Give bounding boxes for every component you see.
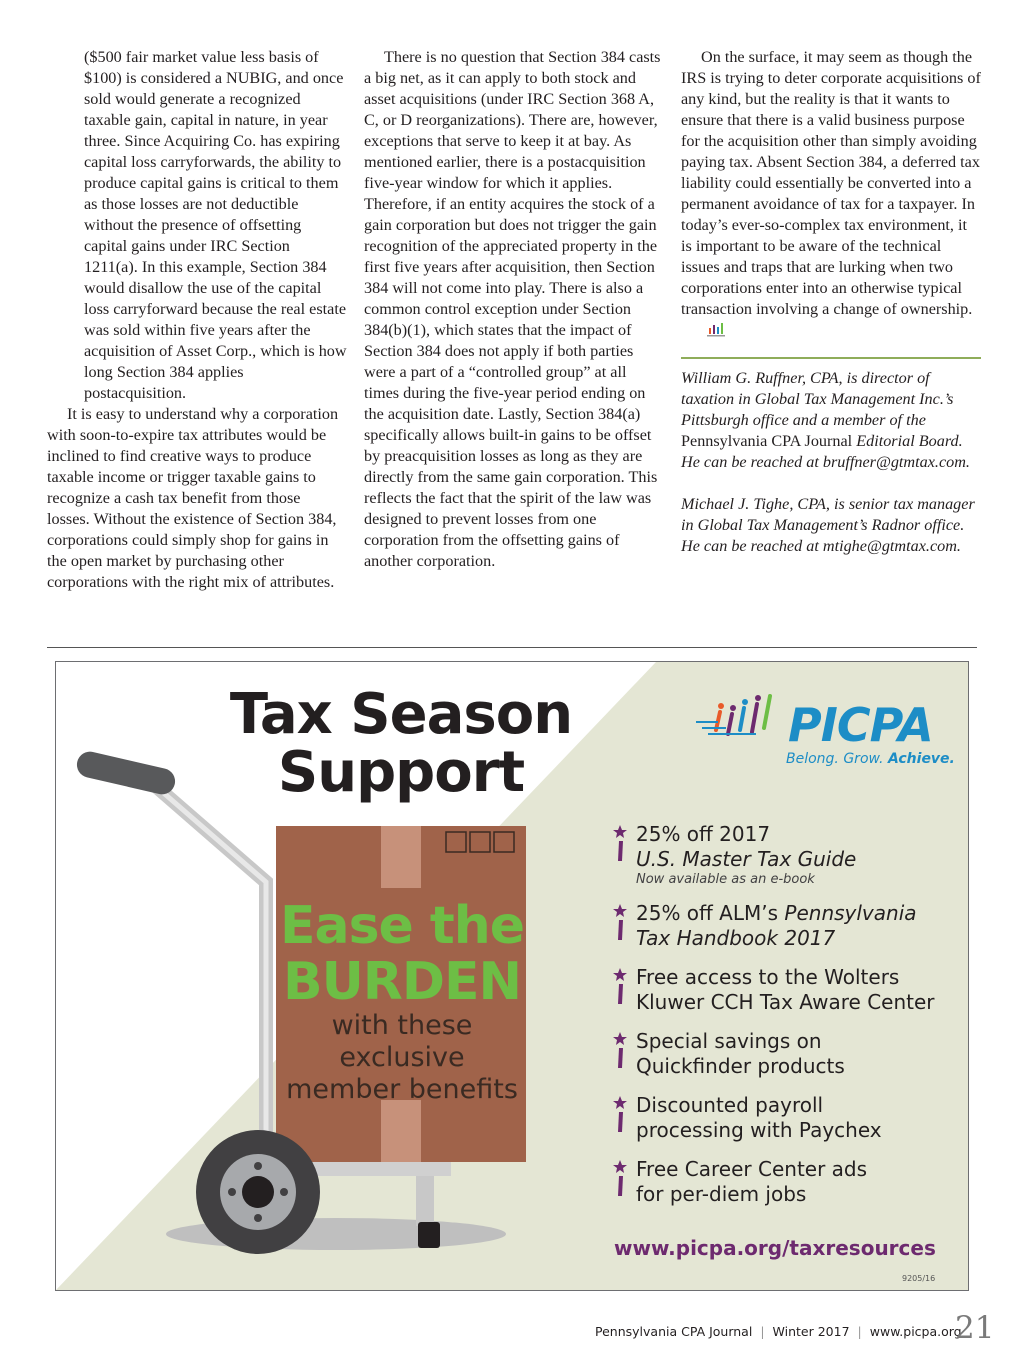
author-bio: Michael J. Tighe, CPA, is senior tax manager in Global Tax Management’s Radnor office. He can be reached at mtighe@gtmtax.com.: [681, 495, 975, 555]
author-bio: William G. Ruffner, CPA, is director of taxation in Global Tax Management Inc.’s Pittsburgh office and a member of the Pennsylvania CPA Journal Editorial Board. He can be reached at bruffner@gtmtax.com.: [681, 369, 970, 471]
logo-tagline: Belong. Grow. Achieve.: [786, 751, 955, 767]
star-person-icon: [613, 1032, 627, 1068]
divider: [47, 647, 977, 648]
list-item: Discounted payroll processing with Paychex: [613, 1093, 953, 1143]
list-item: 25% off ALM’s Pennsylvania Tax Handbook 2017: [613, 901, 953, 951]
ad-url-link[interactable]: www.picpa.org/taxresources: [614, 1236, 936, 1260]
paragraph: ($500 fair market value less basis of $100) is considered a NUBIG, and once sold would generate a recognized taxable gain, capital in nature, in year three. Since Acquiring Co. has expiring capital loss carryforwards, the ability to produce capital gains is critical to them as those losses are not deductible without the presence of offsetting capital gains under IRC Section 1211(a). In this example, Section 384 would disallow the use of the capital loss carryforward because the real estate was sold within five years after the acquisition of Asset Corp., which is how long Section 384 applies postacquisition.: [84, 48, 347, 402]
journal-name: Pennsylvania CPA Journal: [595, 1324, 753, 1339]
paragraph: On the surface, it may seem as though the IRS is trying to deter corporate acquisitions of any kind, but the reality is that it wants to ensure that there is a valid business purpose for the acquisition other than simply avoiding paying tax. Absent Section 384, a deferred tax liability could essentially be converted into a permanent avoidance of tax for a taxpayer. In today’s ever-so-complex tax environment, it is important to be aware of the technical issues and traps that are lurking when two corporations enter into an otherwise typical transaction involving a change of ownership.: [681, 48, 981, 318]
star-person-icon: [613, 1160, 627, 1196]
list-item: Special savings on Quickfinder products: [613, 1029, 953, 1079]
picpa-advertisement: [55, 661, 969, 1291]
page-footer: Pennsylvania CPA Journal | Winter 2017 | www.picpa.org: [595, 1324, 962, 1339]
author-bios: [681, 368, 981, 557]
page-number: 21: [955, 1310, 995, 1346]
list-item: 25% off 2017 U.S. Master Tax Guide Now available as an e-book: [613, 822, 953, 887]
ad-code: 9205/16: [902, 1274, 936, 1283]
star-person-icon: [613, 904, 627, 940]
paragraph: There is no question that Section 384 casts a big net, as it can apply to both stock and asset acquisitions (under IRC Section 368 A, C, or D reorganizations). There are, however, exceptions that serve to keep it at bay. As mentioned earlier, there is a postacquisition five-year window for which it applies. Therefore, if an entity acquires the stock of a gain corporation but does not trigger the gain recognition of the appreciated property in the first five years after acquisition, then Section 384 will not come into play. There is also a common control exception under Section 384(b)(1), which states that the impact of Section 384 does not apply if both parties were a part of a “controlled group” at all times during the five-year period ending on the acquisition date. Lastly, Section 384(a) specifically allows built-in gains to be offset by preacquisition losses as long as they are directly from the same gain corporation. This reflects the fact that the spirit of the law was designed to prevent losses from one corporation from the offsetting gains of another corporation.: [364, 48, 661, 570]
benefits-list: [613, 822, 953, 1221]
star-person-icon: [613, 1096, 627, 1132]
article-column-3: [681, 47, 981, 578]
site-link[interactable]: www.picpa.org: [869, 1324, 962, 1339]
star-person-icon: [613, 825, 627, 861]
article-column-2: [364, 47, 662, 572]
article-column-1: [47, 47, 347, 593]
divider: [681, 357, 981, 359]
paragraph: It is easy to understand why a corporation with soon-to-expire tax attributes would be inclined to find creative ways to produce taxable income or trigger taxable gains to recognize a cash tax benefit from those losses. Without the existence of Section 384, corporations could simply shop for gains in the open market by purchasing other corporations with the right mix of attributes.: [47, 405, 339, 591]
box-headline: Ease the BURDEN with these exclusive member benefits: [279, 896, 525, 1105]
issue-label: Winter 2017: [772, 1324, 850, 1339]
picpa-logo-icon: [696, 690, 786, 746]
list-item: Free access to the Wolters Kluwer CCH Tax Aware Center: [613, 965, 953, 1015]
star-person-icon: [613, 968, 627, 1004]
list-item: Free Career Center ads for per-diem jobs: [613, 1157, 953, 1207]
ad-title: Tax Season Support: [229, 682, 573, 805]
end-mark-icon: [687, 321, 727, 343]
picpa-logo-text: PICPA: [788, 698, 933, 752]
